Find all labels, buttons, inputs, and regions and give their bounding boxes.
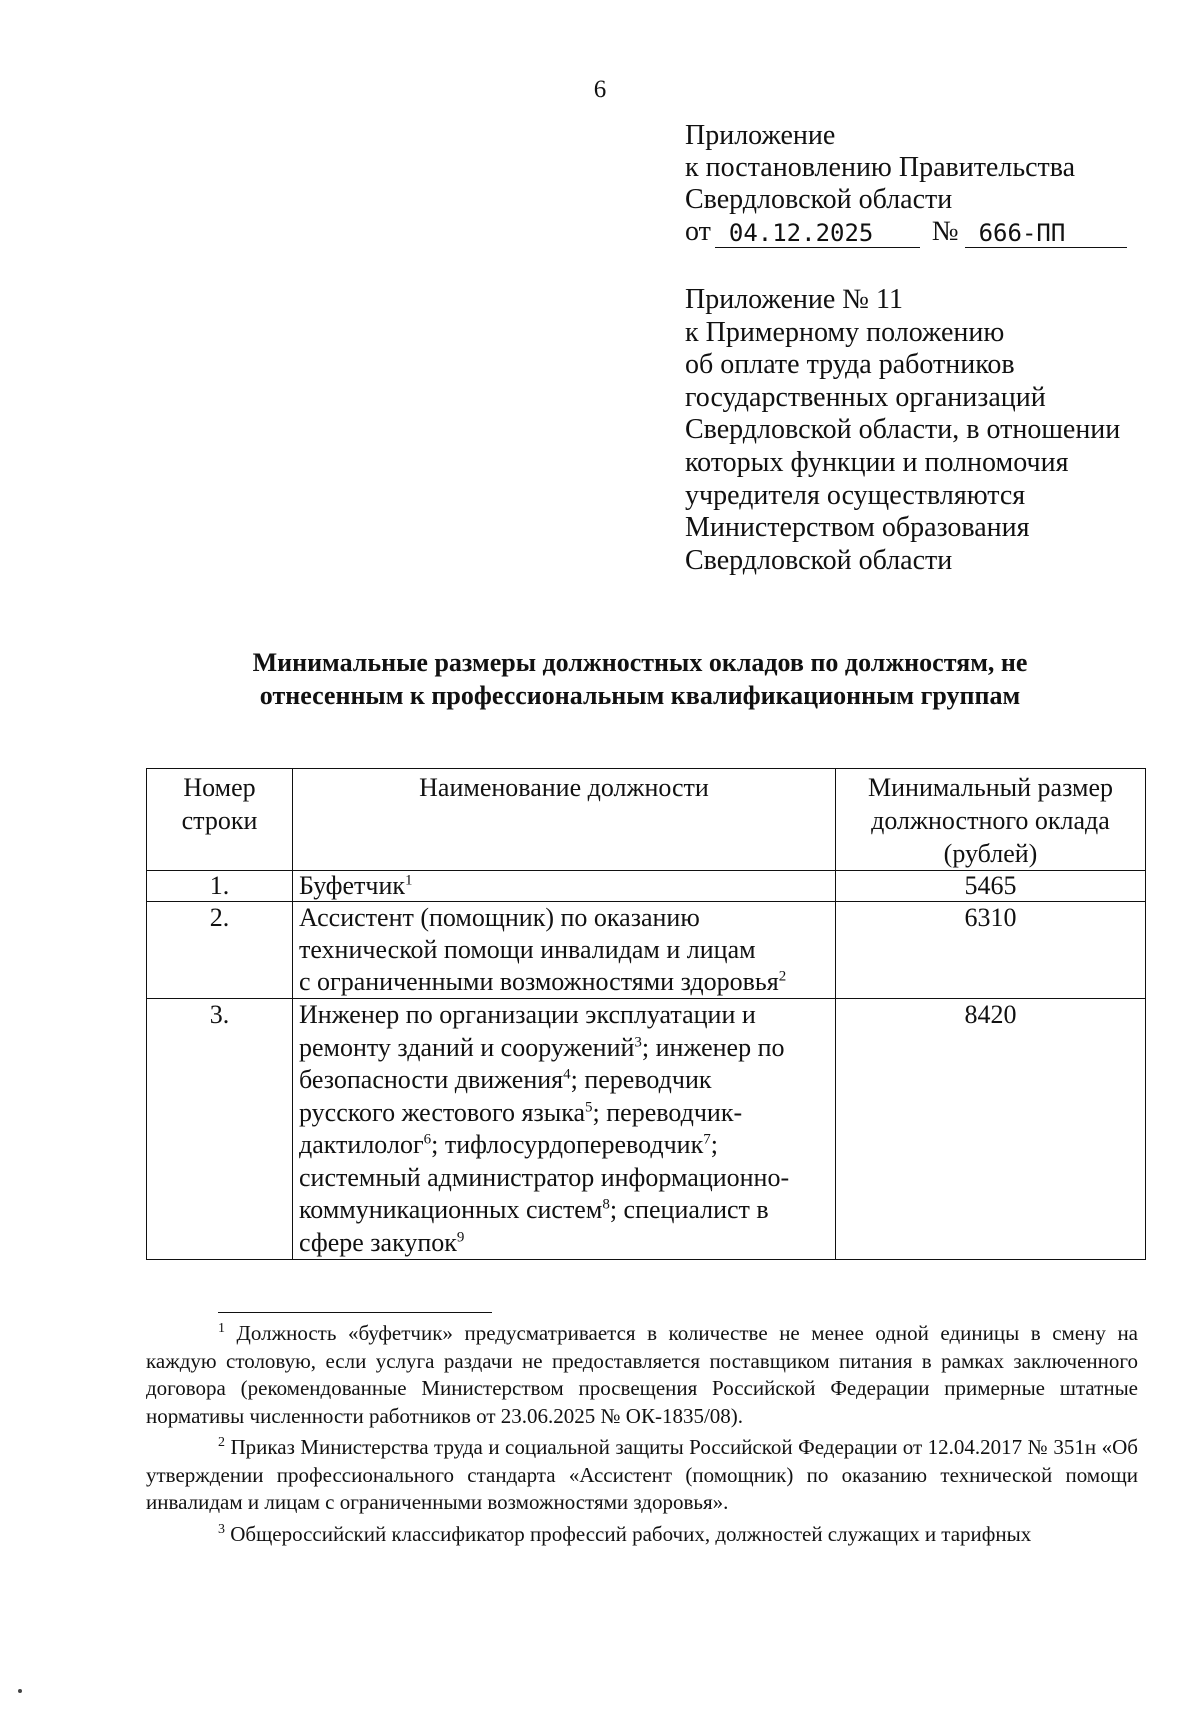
salary-table	[146, 768, 1146, 1260]
position-text: сфере закупок	[299, 1227, 457, 1257]
appendix-header	[685, 284, 1120, 577]
position-text: русского жестового языка	[299, 1097, 586, 1127]
table-row	[147, 871, 1146, 902]
header-salary-line: (рублей)	[943, 839, 1038, 868]
table-row	[147, 999, 1146, 1260]
header-line-1: Приложение	[685, 120, 836, 151]
position-line	[299, 1032, 829, 1065]
row-number: 2.	[147, 902, 293, 999]
header-salary-line: Минимальный размер	[868, 773, 1113, 802]
position-name	[293, 871, 836, 902]
position-line: Инженер по организации эксплуатации и	[299, 1000, 756, 1029]
footnote-separator	[218, 1312, 492, 1313]
appendix-line: учредителя осуществляются	[685, 479, 1026, 511]
footnote-ref: 1	[405, 872, 413, 889]
appendix-line: Приложение № 11	[685, 284, 903, 315]
footnote-ref: 4	[563, 1066, 571, 1083]
position-text: дактилолог	[299, 1130, 424, 1159]
appendix-line: которых функции и полномочия	[685, 446, 1069, 478]
footnote-ref: 7	[703, 1131, 711, 1148]
position-text: ; переводчик-	[592, 1097, 743, 1127]
header-line-3: Свердловской области	[685, 184, 953, 215]
position-line	[299, 1227, 829, 1260]
title-line-2: отнесенным к профессиональным квалификационным группам	[259, 681, 1021, 710]
table-row	[147, 902, 1146, 999]
salary-value: 8420	[836, 999, 1146, 1260]
footnote-mark: 3	[218, 1521, 225, 1537]
position-name	[293, 999, 836, 1260]
appendix-line: об оплате труда работников	[685, 349, 1015, 381]
header-salary	[836, 769, 1146, 871]
position-text: ; специалист в	[609, 1195, 769, 1224]
header-salary-line: должностного оклада	[871, 806, 1110, 835]
header-number	[147, 769, 293, 871]
header-number-line: Номер	[183, 773, 256, 802]
position-text: Буфетчик	[299, 871, 406, 900]
appendix-line: государственных организаций	[685, 381, 1046, 413]
salary-value: 6310	[836, 902, 1146, 999]
title-line-1: Минимальные размеры должностных окладов по должностям, не	[252, 648, 1028, 677]
appendix-line: Министерством образования	[685, 512, 1030, 544]
header-line-2: к постановлению Правительства	[685, 152, 1076, 183]
footnote-ref: 6	[423, 1131, 432, 1148]
position-line	[299, 1194, 829, 1227]
footnote-ref: 8	[602, 1196, 610, 1213]
footnote-text: Общероссийский классификатор профессий рабочих, должностей служащих и тарифных	[230, 1521, 1032, 1546]
position-line	[299, 1129, 829, 1162]
position-text: с ограниченными возможностями здоровья	[299, 967, 779, 996]
footnote	[146, 1434, 1138, 1517]
header-name	[293, 769, 836, 871]
table-header-row	[147, 769, 1146, 871]
position-line: Ассистент (помощник) по оказанию	[299, 903, 700, 932]
from-label: от	[685, 216, 711, 247]
appendix-line: к Примерному положению	[685, 316, 1005, 348]
appendix-line: Свердловской области	[685, 544, 953, 576]
resolution-header	[685, 120, 1127, 248]
position-line	[299, 1064, 829, 1097]
document-title	[0, 646, 1200, 712]
position-line	[299, 966, 829, 998]
position-name	[293, 902, 836, 999]
footnote-text: Приказ Министерства труда и социальной защиты Российской Федерации от 12.04.2017 № 351н «Об утверждении профессионального стандарта «Ассистент (помощник) по оказанию технической помощи инвалидам и лицам с ограниченными возможностями здоровья».	[146, 1435, 1138, 1514]
position-text: ;	[710, 1130, 718, 1159]
position-text: ; тифлосурдопереводчик	[431, 1130, 704, 1159]
footnote-ref: 3	[634, 1033, 642, 1050]
position-line: системный администратор информационно-	[299, 1162, 790, 1192]
position-text: безопасности движения	[299, 1065, 564, 1094]
position-text: ; инженер по	[641, 1032, 785, 1062]
position-line	[299, 871, 829, 901]
footnote-ref: 5	[585, 1098, 593, 1115]
footnotes	[146, 1320, 1138, 1552]
position-line	[299, 1097, 829, 1130]
resolution-date: 04.12.2025	[715, 219, 920, 248]
number-label: №	[931, 216, 959, 247]
header-number-line: строки	[181, 806, 258, 835]
page-number: 6	[593, 76, 607, 103]
footnote	[146, 1320, 1138, 1430]
row-number: 1.	[147, 871, 293, 902]
footnote-mark: 2	[218, 1435, 225, 1450]
date-number-line	[685, 216, 1127, 248]
footnote-mark: 1	[218, 1321, 225, 1336]
appendix-line: Свердловской области, в отношении	[685, 414, 1121, 446]
position-line: технической помощи инвалидам и лицам	[299, 935, 756, 964]
position-text: коммуникационных систем	[299, 1195, 603, 1224]
position-text: ремонту зданий и сооружений	[299, 1032, 635, 1062]
footnote	[146, 1521, 1138, 1549]
salary-value: 5465	[836, 871, 1146, 902]
footnote-ref: 2	[778, 968, 787, 985]
footnote-text: Должность «буфетчик» предусматривается в количестве не менее одной единицы в смену на каждую столовую, если услуга раздачи не предоставляется поставщиком питания в рамках заключенного договора (рекомендованные Министерством просвещения Российской Федерации примерные штатные нормативы численности работников от 23.06.2025 № ОК-1835/08).	[146, 1321, 1139, 1428]
resolution-number: 666-ПП	[965, 219, 1127, 248]
footnote-ref: 9	[456, 1228, 465, 1245]
scan-speck	[18, 1689, 22, 1693]
position-text: ; переводчик	[570, 1065, 712, 1094]
row-number: 3.	[147, 999, 293, 1260]
header-name-text: Наименование должности	[419, 773, 709, 802]
